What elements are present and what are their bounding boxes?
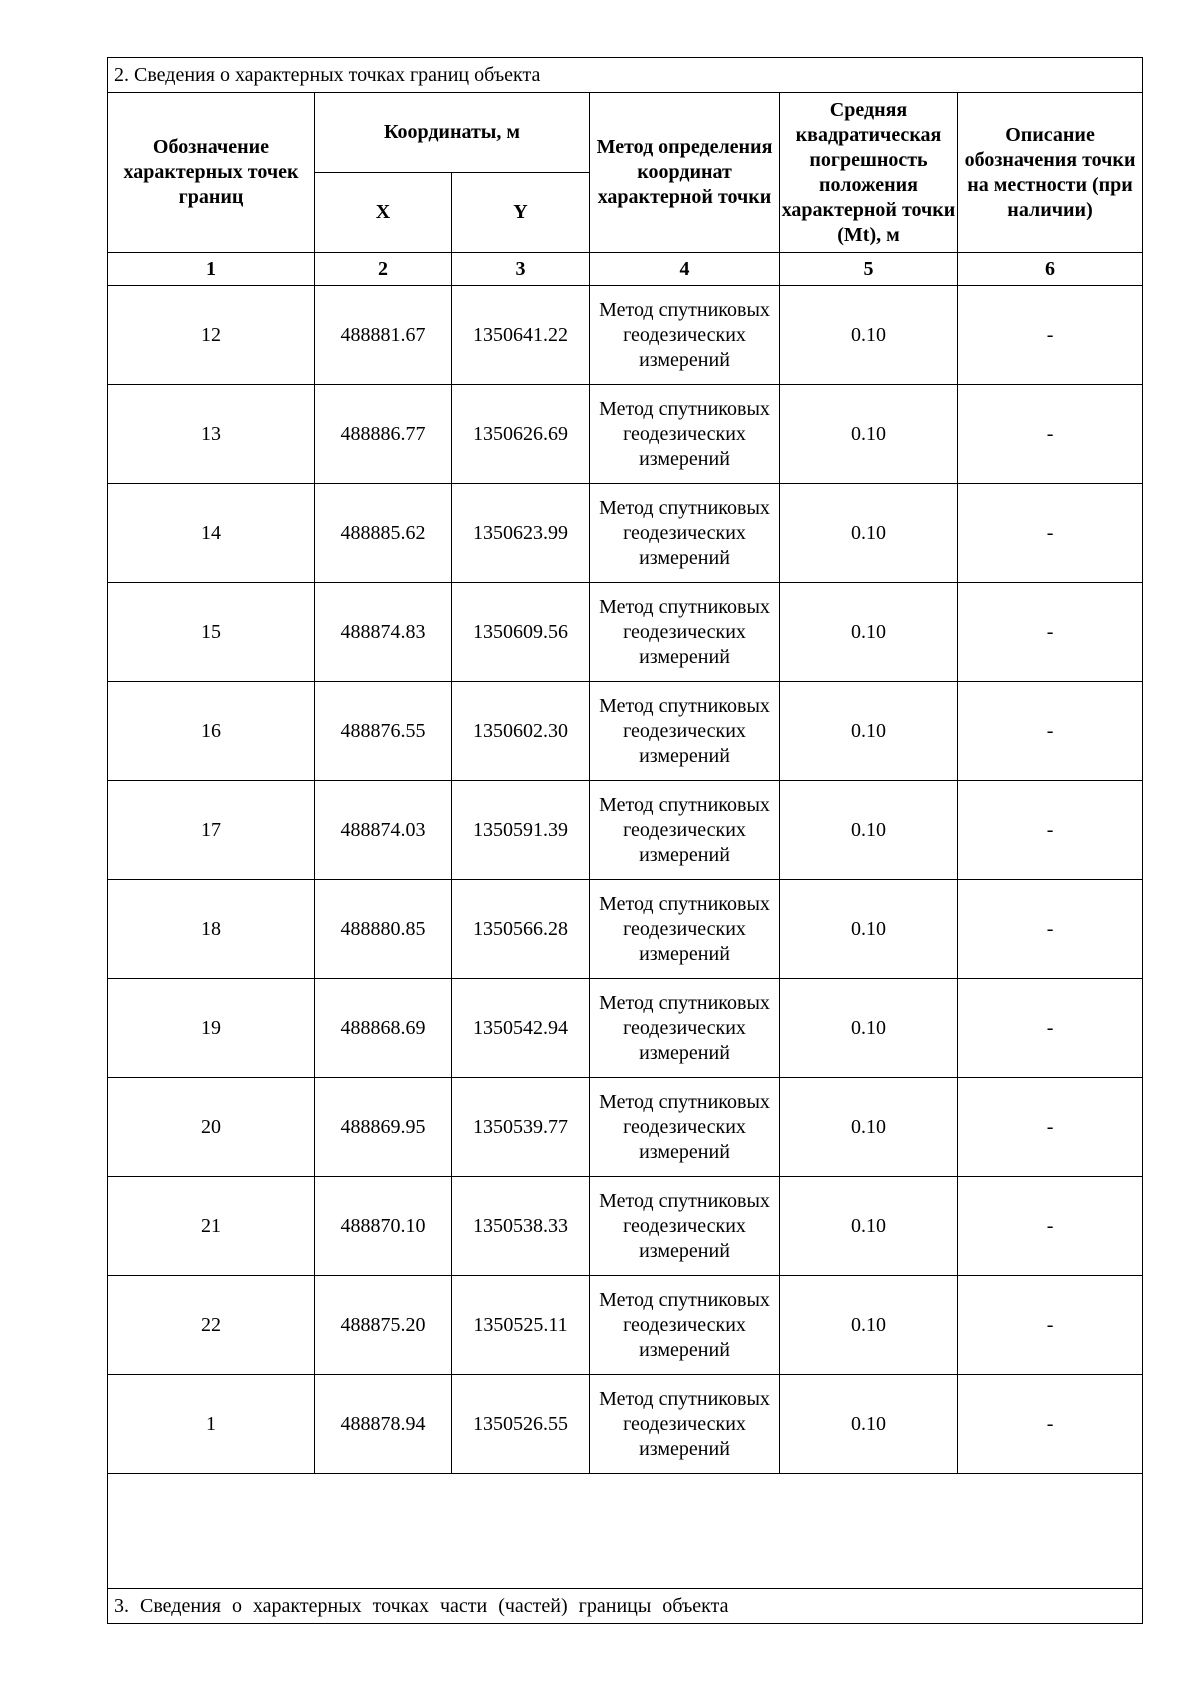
cell-description: -	[958, 1078, 1143, 1177]
cell-y: 1350641.22	[452, 286, 590, 385]
cell-y: 1350591.39	[452, 781, 590, 880]
cell-method: Метод спутниковых геодезических измерений	[590, 1276, 780, 1375]
column-number: 4	[590, 253, 780, 286]
column-number: 1	[108, 253, 315, 286]
header-x: X	[315, 173, 452, 253]
cell-x: 488874.03	[315, 781, 452, 880]
header-error: Средняя квадратическая погрешность положения характерной точки (Mt), м	[780, 93, 958, 253]
cell-point: 20	[108, 1078, 315, 1177]
header-description: Описание обозначения точки на местности (при наличии)	[958, 93, 1143, 253]
cell-method: Метод спутниковых геодезических измерений	[590, 1177, 780, 1276]
cell-point: 15	[108, 583, 315, 682]
cell-x: 488880.85	[315, 880, 452, 979]
cell-y: 1350626.69	[452, 385, 590, 484]
cell-method: Метод спутниковых геодезических измерений	[590, 1078, 780, 1177]
cell-point: 21	[108, 1177, 315, 1276]
cell-description: -	[958, 1177, 1143, 1276]
cell-y: 1350526.55	[452, 1375, 590, 1474]
cell-point: 22	[108, 1276, 315, 1375]
table-row	[108, 1177, 1143, 1276]
cell-method: Метод спутниковых геодезических измерений	[590, 781, 780, 880]
cell-description: -	[958, 1276, 1143, 1375]
cell-x: 488870.10	[315, 1177, 452, 1276]
table-body	[108, 286, 1143, 1474]
cell-x: 488886.77	[315, 385, 452, 484]
cell-mt: 0.10	[780, 1375, 958, 1474]
header-y: Y	[452, 173, 590, 253]
column-number: 3	[452, 253, 590, 286]
cell-mt: 0.10	[780, 781, 958, 880]
cell-point: 19	[108, 979, 315, 1078]
cell-method: Метод спутниковых геодезических измерений	[590, 682, 780, 781]
section-2-title: 2. Сведения о характерных точках границ объекта	[108, 58, 1143, 93]
cell-y: 1350609.56	[452, 583, 590, 682]
header-method: Метод определения координат характерной точки	[590, 93, 780, 253]
cell-y: 1350525.11	[452, 1276, 590, 1375]
cell-x: 488875.20	[315, 1276, 452, 1375]
cell-method: Метод спутниковых геодезических измерений	[590, 979, 780, 1078]
cell-description: -	[958, 880, 1143, 979]
header-designation: Обозначение характерных точек границ	[108, 93, 315, 253]
cell-mt: 0.10	[780, 385, 958, 484]
cell-point: 18	[108, 880, 315, 979]
cell-mt: 0.10	[780, 682, 958, 781]
cell-point: 17	[108, 781, 315, 880]
cell-method: Метод спутниковых геодезических измерений	[590, 1375, 780, 1474]
cell-description: -	[958, 286, 1143, 385]
cell-y: 1350602.30	[452, 682, 590, 781]
cell-x: 488878.94	[315, 1375, 452, 1474]
cell-mt: 0.10	[780, 1276, 958, 1375]
section-3-title: 3. Сведения о характерных точках части (частей) границы объекта	[108, 1589, 1143, 1624]
column-number: 6	[958, 253, 1143, 286]
table-row	[108, 880, 1143, 979]
cell-point: 12	[108, 286, 315, 385]
cell-description: -	[958, 1375, 1143, 1474]
cell-mt: 0.10	[780, 1078, 958, 1177]
table-row	[108, 286, 1143, 385]
table-row	[108, 1078, 1143, 1177]
boundary-points-table	[107, 57, 1143, 1624]
cell-x: 488885.62	[315, 484, 452, 583]
cell-method: Метод спутниковых геодезических измерений	[590, 484, 780, 583]
cell-method: Метод спутниковых геодезических измерений	[590, 286, 780, 385]
cell-y: 1350623.99	[452, 484, 590, 583]
blank-area	[108, 1474, 1143, 1589]
cell-mt: 0.10	[780, 583, 958, 682]
cell-x: 488876.55	[315, 682, 452, 781]
cell-mt: 0.10	[780, 1177, 958, 1276]
cell-y: 1350538.33	[452, 1177, 590, 1276]
cell-y: 1350566.28	[452, 880, 590, 979]
cell-description: -	[958, 583, 1143, 682]
table-row	[108, 682, 1143, 781]
cell-x: 488869.95	[315, 1078, 452, 1177]
column-number: 5	[780, 253, 958, 286]
cell-x: 488874.83	[315, 583, 452, 682]
cell-description: -	[958, 979, 1143, 1078]
cell-point: 16	[108, 682, 315, 781]
table-row	[108, 484, 1143, 583]
cell-mt: 0.10	[780, 484, 958, 583]
cell-description: -	[958, 385, 1143, 484]
cell-point: 1	[108, 1375, 315, 1474]
table-row	[108, 781, 1143, 880]
cell-method: Метод спутниковых геодезических измерений	[590, 385, 780, 484]
table-row	[108, 1276, 1143, 1375]
column-number: 2	[315, 253, 452, 286]
header-coordinates: Координаты, м	[315, 93, 590, 173]
cell-mt: 0.10	[780, 286, 958, 385]
cell-description: -	[958, 484, 1143, 583]
table-row	[108, 979, 1143, 1078]
cell-y: 1350539.77	[452, 1078, 590, 1177]
boundary-points-sheet	[107, 57, 1142, 1624]
cell-description: -	[958, 682, 1143, 781]
cell-point: 14	[108, 484, 315, 583]
cell-point: 13	[108, 385, 315, 484]
cell-method: Метод спутниковых геодезических измерений	[590, 583, 780, 682]
cell-y: 1350542.94	[452, 979, 590, 1078]
cell-x: 488868.69	[315, 979, 452, 1078]
cell-method: Метод спутниковых геодезических измерений	[590, 880, 780, 979]
table-row	[108, 583, 1143, 682]
cell-x: 488881.67	[315, 286, 452, 385]
cell-mt: 0.10	[780, 979, 958, 1078]
table-row	[108, 1375, 1143, 1474]
cell-mt: 0.10	[780, 880, 958, 979]
table-row	[108, 385, 1143, 484]
cell-description: -	[958, 781, 1143, 880]
